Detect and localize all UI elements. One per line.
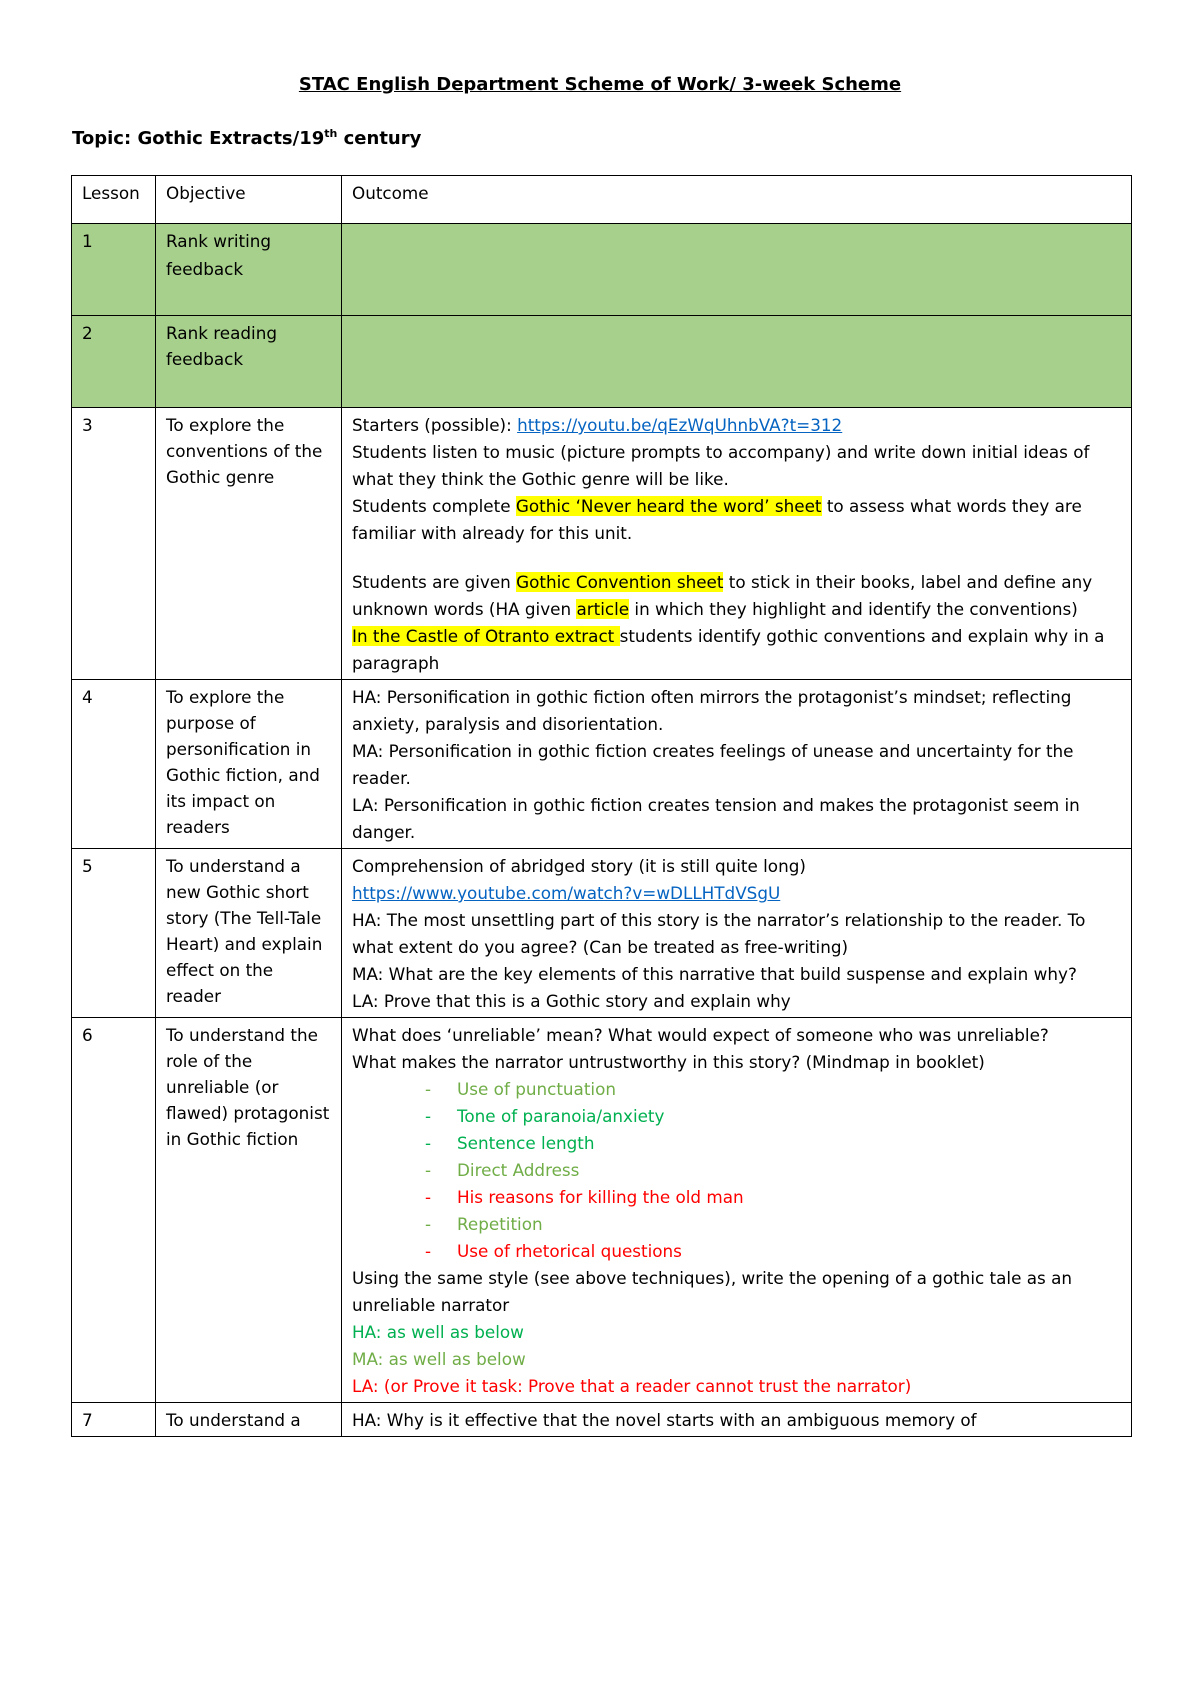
la-text: LA: Personification in gothic fiction creates tension and makes the protagonist seem in danger. [352, 795, 1080, 842]
text-span: Students are given [352, 572, 517, 592]
ha-text: HA: Why is it effective that the novel starts with an ambiguous memory of [352, 1410, 977, 1430]
text-span: students identify gothic conventions and explain why in a paragraph [352, 626, 1105, 673]
starters-line [352, 412, 1121, 439]
topic-heading [72, 127, 421, 149]
lesson-outcome [342, 680, 1132, 849]
ha-text: HA: Personification in gothic fiction often mirrors the protagonist’s mindset; reflecting anxiety, paralysis and disorientation. [352, 687, 1072, 734]
outcome-text: What makes the narrator untrustworthy in this story? (Mindmap in booklet) [352, 1052, 985, 1072]
lesson-outcome [342, 316, 1132, 408]
header-objective: Objective [156, 176, 342, 224]
spacer [352, 547, 1121, 569]
lesson-objective: To understand a new Gothic short story (The Tell-Tale Heart) and explain effect on the reader [156, 849, 342, 1018]
lesson-outcome [342, 1018, 1132, 1403]
la-text: LA: Prove that this is a Gothic story and explain why [352, 991, 791, 1011]
ma-text: MA: as well as below [352, 1349, 526, 1369]
lesson-outcome [342, 1403, 1132, 1437]
ha-text: HA: The most unsettling part of this story is the narrator’s relationship to the reader. To what extent do you agree? (Can be treated as free-writing) [352, 910, 1086, 957]
text-span: to stick in their books, label and define any unknown words (HA given [352, 572, 1093, 619]
video-link[interactable]: https://www.youtube.com/watch?v=wDLLHTdVSgU [352, 883, 781, 903]
list-item: - Use of punctuation [425, 1076, 1121, 1103]
lesson-number: 4 [72, 680, 156, 849]
ma-text: MA: Personification in gothic fiction creates feelings of unease and uncertainty for the reader. [352, 741, 1074, 788]
list-item: - His reasons for killing the old man [425, 1184, 1121, 1211]
text-span: in which they highlight and identify the conventions) [629, 599, 1078, 619]
outcome-text: What does ‘unreliable’ mean? What would expect of someone who was unreliable? [352, 1025, 1049, 1045]
ma-text: MA: What are the key elements of this narrative that build suspense and explain why? [352, 964, 1077, 984]
la-text: LA: (or Prove it task: Prove that a reader cannot trust the narrator) [352, 1376, 912, 1396]
table-row [72, 1403, 1132, 1437]
table-row [72, 316, 1132, 408]
topic-prefix: Topic: Gothic Extracts/19 [72, 128, 325, 149]
outcome-text [352, 623, 1121, 677]
topic-suffix: century [337, 128, 422, 149]
list-item: - Tone of paranoia/anxiety [425, 1103, 1121, 1130]
lesson-objective: To understand the role of the unreliable (or flawed) protagonist in Gothic fiction [156, 1018, 342, 1403]
lesson-number: 6 [72, 1018, 156, 1403]
outcome-text: Comprehension of abridged story (it is still quite long) [352, 856, 806, 876]
lesson-objective: To explore the conventions of the Gothic genre [156, 408, 342, 680]
video-line [352, 880, 1121, 907]
lesson-outcome [342, 849, 1132, 1018]
lesson-objective: To understand a [156, 1403, 342, 1437]
outcome-text [352, 569, 1121, 623]
table-header-row [72, 176, 1132, 224]
lesson-objective: Rank writing feedback [156, 224, 342, 316]
starters-link[interactable]: https://youtu.be/qEzWqUhnbVA?t=312 [517, 415, 843, 435]
page-title: STAC English Department Scheme of Work/ 3-week Scheme [298, 74, 902, 95]
list-item: - Direct Address [425, 1157, 1121, 1184]
lesson-outcome [342, 224, 1132, 316]
lesson-number: 7 [72, 1403, 156, 1437]
lesson-objective: Rank reading feedback [156, 316, 342, 408]
scheme-table [71, 175, 1132, 1437]
lesson-number: 1 [72, 224, 156, 316]
lesson-outcome [342, 408, 1132, 680]
table-row [72, 408, 1132, 680]
lesson-objective: To explore the purpose of personification in Gothic fiction, and its impact on readers [156, 680, 342, 849]
starters-label: Starters (possible): [352, 415, 518, 435]
highlighted-resource: article [576, 599, 630, 619]
header-lesson: Lesson [72, 176, 156, 224]
list-item: - Use of rhetorical questions [425, 1238, 1121, 1265]
list-item: - Repetition [425, 1211, 1121, 1238]
text-span: Students complete [352, 496, 516, 516]
table-row [72, 1018, 1132, 1403]
highlighted-resource: Gothic ‘Never heard the word’ sheet [515, 496, 822, 516]
outcome-text: Using the same style (see above techniques), write the opening of a gothic tale as an unreliable narrator [352, 1268, 1073, 1315]
outcome-text [352, 493, 1121, 547]
ha-text: HA: as well as below [352, 1322, 524, 1342]
list-item: - Sentence length [425, 1130, 1121, 1157]
table-row [72, 849, 1132, 1018]
lesson-number: 5 [72, 849, 156, 1018]
text-span: to assess what words they are familiar with already for this unit. [352, 496, 1082, 543]
topic-superscript: th [324, 127, 338, 140]
table-row [72, 680, 1132, 849]
table-row [72, 224, 1132, 316]
technique-list [352, 1076, 1121, 1265]
highlighted-resource: In the Castle of Otranto extract [352, 626, 620, 646]
highlighted-resource: Gothic Convention sheet [516, 572, 724, 592]
lesson-number: 3 [72, 408, 156, 680]
lesson-number: 2 [72, 316, 156, 408]
outcome-text: Students listen to music (picture prompts to accompany) and write down initial ideas of what they think the Gothic genre will be like. [352, 442, 1090, 489]
header-outcome: Outcome [342, 176, 1132, 224]
